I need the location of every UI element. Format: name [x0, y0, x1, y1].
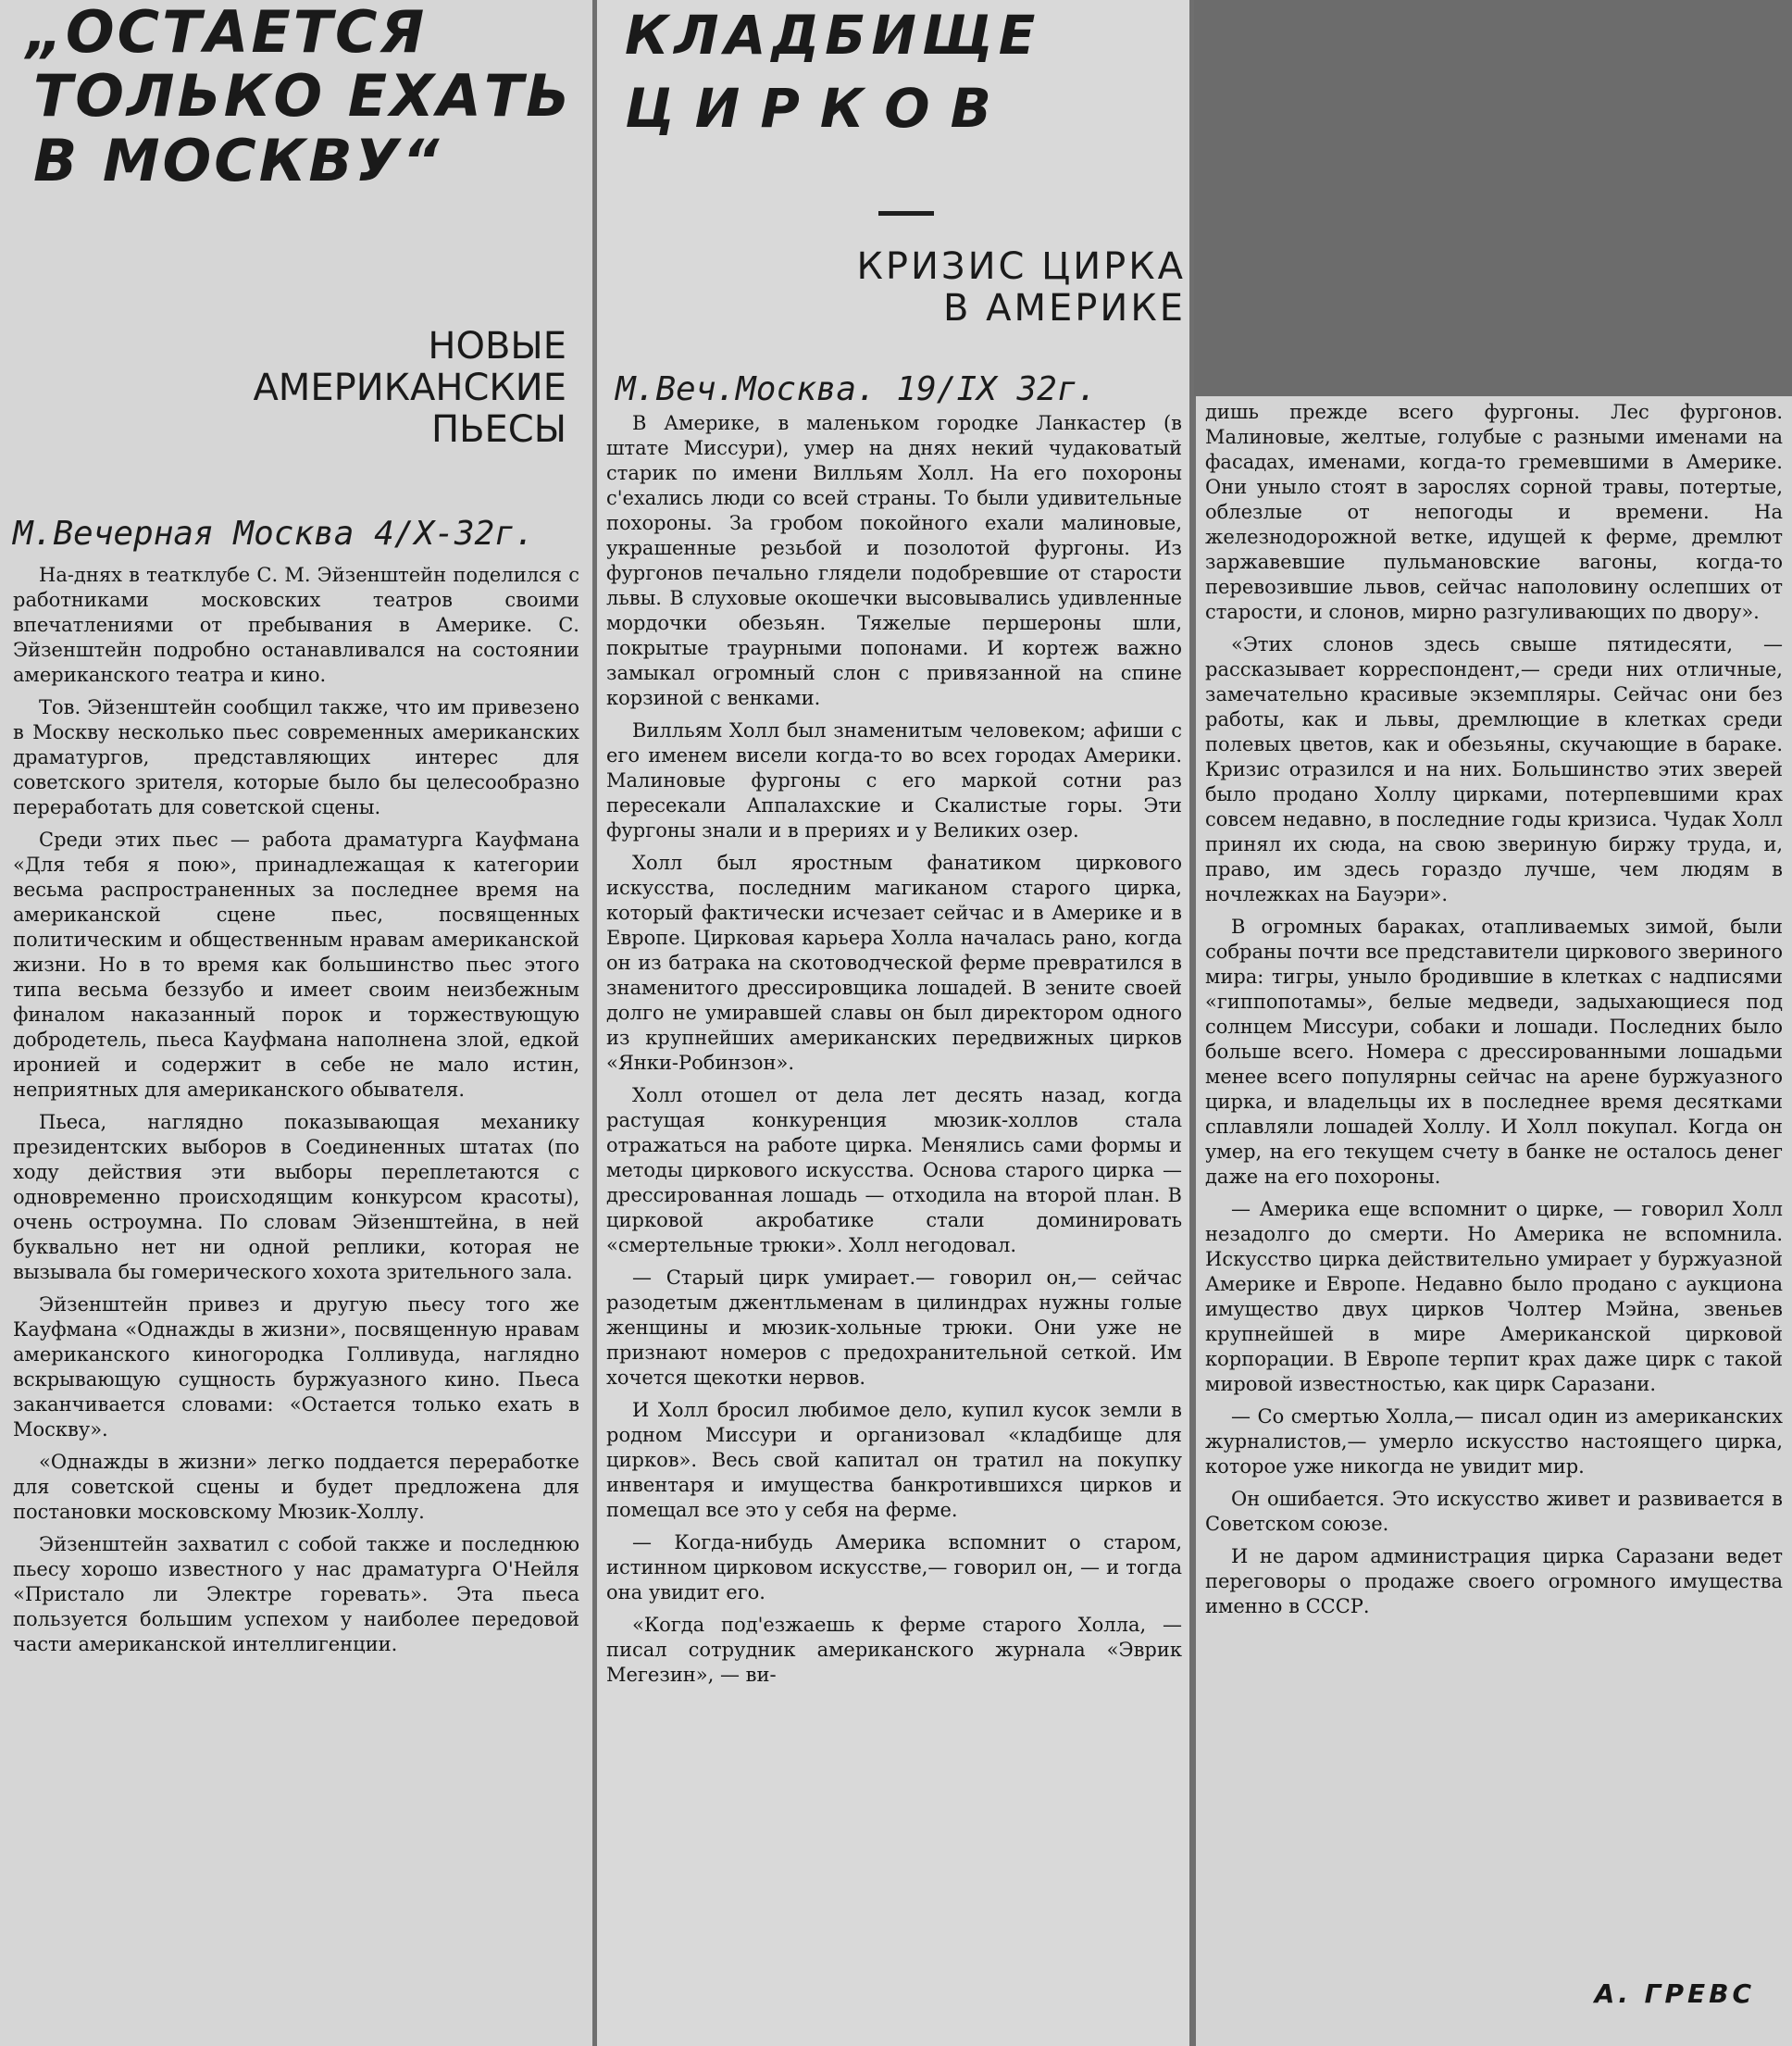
paragraph: В Америке, в маленьком городке Ланкастер (в штате Миссури), умер на днях некий чудаковатый старик по имени Вилльям Холл. На его похороны с'ехались люди со всей страны. То были удивительные похороны. За гробом покойного ехали малиновые, украшенные резьбой и позолотой фургоны. Из фургонов печально глядели подобревшие от старости львы. В слуховые окошечки высовывались удивленные мордочки обезьян. Тяжелые першероны шли, покрытые траурными попонами. И кортеж важно замыкал огромный слон с привязанной на спине корзиной с венками. [606, 412, 1182, 709]
paragraph: — Со смертью Холла,— писал один из американских журналистов,— умерло искусство настоящего цирка, которое уже никогда не увидит мир. [1205, 1405, 1783, 1478]
clipping-right [1196, 396, 1792, 2046]
paragraph: — Америка еще вспомнит о цирке, — говорил Холл незадолго до смерти. Но Америка не вспомнила. Искусство цирка действительно умирает у буржуазной Америке и Европе. Недавно было продано с аукциона имущество двух цирков Чолтер Мэйна, звеньев крупнейшей в мире Американской цирковой корпорации. В Европе терпит крах даже цирк с такой мировой известностью, как цирк Саразани. [1205, 1198, 1783, 1395]
subheadline-line: НОВЫЕ [428, 325, 566, 368]
paragraph: «Однажды в жизни» легко поддается переработке для советской сцены и будет предложена для постановки московскому Мюзик-Холлу. [13, 1451, 579, 1523]
paragraph: Пьеса, наглядно показывающая механику президентских выборов в Соединенных штатах (по ходу действия эти выборы переплетаются с одновременно происходящим конкурсом красоты), очень остроумна. По словам Эйзенштейна, в ней буквально нет ни одной реплики, которая не вызывала бы гомерического хохота зрительного зала. [13, 1111, 579, 1283]
author-signature: А. ГРЕВС [1594, 1978, 1755, 2009]
paragraph: В огромных бараках, отапливаемых зимой, были собраны почти все представители циркового звериного мира: тигры, уныло бродившие в клетках с надписями «гиппопотамы», белые медведи, задыхающиеся под солнцем Миссури, собаки и лошади. Последних было больше всего. Номера с дрессированными лошадьми менее всего популярны сейчас на арене буржуазного цирка, и владельцы их в последнее время десятками сплавляли лошадей Холлу. И Холл покупал. Когда он умер, на его текущем счету в банке не осталось денег даже на его похороны. [1205, 916, 1783, 1188]
headline-left [26, 0, 572, 193]
clipping-middle [597, 0, 1189, 2046]
subheadline-left [253, 326, 566, 452]
headline-line: КЛАДБИЩЕ [625, 4, 1041, 67]
headline-line: В МОСКВУ“ [33, 126, 442, 194]
paragraph: Среди этих пьес — работа драматурга Кауфмана «Для тебя я пою», принадлежащая к категории весьма распространенных за последнее время на американской сцене пьес, посвященных политическим и общественным нравам американской жизни. Но в то время как большинство пьес этого типа весьма беззубо и имеет своим неизбежным финалом наказанный порок и торжествующую добродетель, пьеса Кауфмана наполнена злой, едкой иронией и содержит в себе не мало истин, неприятных для американского обывателя. [13, 829, 579, 1101]
paragraph: — Старый цирк умирает.— говорил он,— сейчас разодетым джентльменам в цилиндрах нужны голые женщины и мюзик-хольные трюки. Они уже не признают номеров с предохранительной сеткой. Им хочется щекотки нервов. [606, 1266, 1182, 1389]
article-body-left [13, 563, 579, 1665]
article-body-middle [606, 411, 1182, 1695]
background-gray-area [1194, 0, 1792, 396]
paragraph: Он ошибается. Это искусство живет и развивается в Советском союзе. [1205, 1488, 1783, 1535]
headline-line: „ОСТАЕТСЯ [26, 0, 428, 66]
paragraph: «Когда под'езжаешь к ферме старого Холла, — писал сотрудник американского журнала «Эврик Мегезин», — ви- [606, 1614, 1182, 1686]
paragraph: Холл отошел от дела лет десять назад, когда растущая конкуренция мюзик-холлов стала отражаться на работе цирка. Менялись сами формы и методы циркового искусства. Основа старого цирка — дрессированная лошадь — отходила на второй план. В цирковой акробатике стали доминировать «смертельные трюки». Холл негодовал. [606, 1084, 1182, 1256]
paragraph: И не даром администрация цирка Саразани ведет переговоры о продаже своего огромного имущества именно в СССР. [1205, 1545, 1783, 1617]
subheadline-line: В АМЕРИКЕ [942, 287, 1186, 331]
headline-line: ТОЛЬКО ЕХАТЬ [33, 62, 573, 131]
subheadline-middle [856, 246, 1186, 330]
subheadline-line: КРИЗИС ЦИРКА [856, 245, 1186, 288]
paragraph: дишь прежде всего фургоны. Лес фургонов. Малиновые, желтые, голубые с разными именами на фасадах, именами, когда-то гремевшими в Америке. Они уныло стоят в зарослях сорной травы, потертые, облезлые от непогоды и времени. На железнодорожной ветке, идущей к ферме, дремлют заржавевшие пульмановские вагоны, когда-то перевозившие львов, сейчас наполовину ослепших от старости, и слонов, мирно разгуливающих по двору». [1205, 401, 1783, 623]
paragraph: Вилльям Холл был знаменитым человеком; афиши с его именем висели когда-то во всех городах Америки. Малиновые фургоны с его маркой сотни раз пересекали Аппалахские и Скалистые горы. Эти фургоны знали и в прериях и у Великих озер. [606, 719, 1182, 842]
paragraph: Эйзенштейн захватил с собой также и последнюю пьесу хорошо известного у нас драматурга О'Нейля «Пристало ли Электре горевать». Эта пьеса пользуется большим успехом у наиболее передовой части американской интеллигенции. [13, 1533, 579, 1655]
paragraph: И Холл бросил любимое дело, купил кусок земли в родном Миссури и организовал «кладбище для цирков». Весь свой капитал он тратил на покупку инвентаря и имущества банкротившихся цирков и помещал все это у себя на ферме. [606, 1399, 1182, 1521]
paragraph: На-днях в театклубе С. М. Эйзенштейн поделился с работниками московских театров своими впечатлениями от пребывания в Америке. С. Эйзенштейн подробно останавливался на состоянии американского театра и кино. [13, 564, 579, 686]
separator-dash [878, 211, 934, 216]
headline-middle [625, 6, 1040, 139]
paragraph: Холл был яростным фанатиком циркового искусства, последним магиканом старого цирка, который фактически исчезает сейчас и в Америке и в Европе. Цирковая карьера Холла началась рано, когда он из батрака на скотоводческой ферме превратился в знаменитого дрессировщика лошадей. В зените своей долго не умиравшей славы он был директором одного из крупнейших американских передвижных цирков «Янки-Робинзон». [606, 852, 1182, 1074]
subheadline-line: ПЬЕСЫ [430, 408, 566, 452]
clipping-left [0, 0, 592, 2046]
handwritten-source-note: М.Вечерная Москва 4/Х-32г. [13, 515, 535, 553]
paragraph: Тов. Эйзенштейн сообщил также, что им привезено в Москву несколько пьес современных американских драматургов, представляющих интерес для советского зрителя, которые было бы целесообразно переработать для советской сцены. [13, 696, 579, 818]
paragraph: — Когда-нибудь Америка вспомнит о старом, истинном цирковом искусстве,— говорил он, — и тогда она увидит его. [606, 1531, 1182, 1603]
paragraph: «Этих слонов здесь свыше пятидесяти, —рассказывает корреспондент,— среди них отличные, замечательно красивые экземпляры. Сейчас они без работы, как и львы, дремлющие в клетках среди полевых цветов, как и обезьяны, скучающие в бараке. Кризис отразился и на них. Большинство этих зверей было продано Холлу цирками, потерпевшими крах совсем недавно, в последние годы кризиса. Чудак Холл принял их сюда, на свою звериную биржу труда, и, право, им здесь гораздо лучше, чем людям в ночлежках на Бауэри». [1205, 633, 1783, 905]
subheadline-line: АМЕРИКАНСКИЕ [253, 367, 566, 410]
article-body-right [1205, 400, 1783, 1627]
paragraph: Эйзенштейн привез и другую пьесу того же Кауфмана «Однажды в жизни», посвященную нравам американского киногородка Голливуда, наглядно вскрывающую сущность буржуазного кино. Пьеса заканчивается словами: «Остается только ехать в Москву». [13, 1293, 579, 1441]
headline-line: ЦИРКОВ [625, 76, 1012, 140]
handwritten-source-note: М.Веч.Москва. 19/IX 32г. [616, 370, 1098, 408]
